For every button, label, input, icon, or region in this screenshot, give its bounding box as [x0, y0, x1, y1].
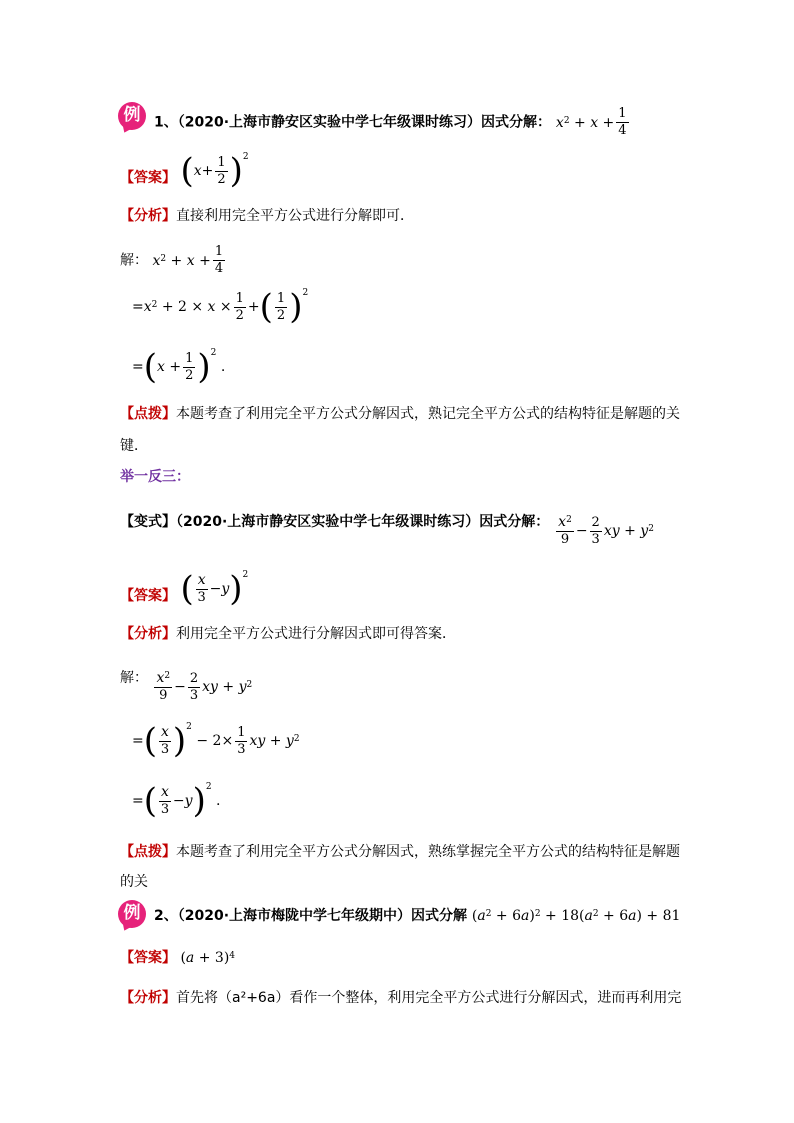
- tip-text: 本题考查了利用完全平方公式分解因式，熟记完全平方公式的结构特征是解题的关: [176, 406, 680, 422]
- example-2-expression: ( a 2 + 6 a ) 2 + 18( a 2 + 6 a ) + 81: [471, 908, 681, 924]
- variant-analysis: [120, 624, 456, 644]
- variant-solution-step-1: 解： $\frac{x^2}{9}$ − $\frac{2}{3}$ xy + y 2: [120, 670, 253, 703]
- example-1-question: [154, 106, 631, 139]
- variant-label: 【变式】: [120, 514, 176, 530]
- analysis-text: 利用完全平方公式进行分解因式即可得答案．: [176, 626, 456, 642]
- example-2-answer-expression: ( a + 3) 4: [180, 950, 236, 966]
- analysis-text: 直接利用完全平方公式进行分解即可．: [176, 208, 414, 224]
- solution-label: 解：: [120, 252, 148, 269]
- example-2-analysis: [120, 988, 681, 1008]
- example-2-question: [154, 906, 680, 926]
- answer-label: 【答案】: [120, 588, 176, 604]
- analysis-label: 【分析】: [120, 626, 176, 642]
- example-2-answer: [120, 948, 235, 968]
- tip-text: 本题考查了利用完全平方公式分解因式，熟练掌握完全平方公式的结构特征是解题: [176, 844, 680, 860]
- example-1-answer-expression: ( x + $\frac{1}{2}$ ) 2: [180, 151, 249, 191]
- example-1-tip-line-1: [120, 404, 680, 424]
- variant-answer: [120, 569, 249, 609]
- example-1-solution-step-3: = ( x + $\frac{1}{2}$ ) 2 .: [132, 347, 226, 387]
- example-badge-2: 例: [118, 900, 146, 928]
- variant-tip-line-1: [120, 842, 680, 862]
- answer-label: 【答案】: [120, 950, 176, 966]
- example-1-tip-line-2: 键．: [120, 438, 148, 454]
- example-1-solution-step-2: = x 2 + 2 × x × $\frac{1}{2}$ + ( $\frac{1}{2}$ ) 2: [132, 287, 309, 327]
- example-1-number: 1、: [154, 114, 178, 131]
- example-1-answer: [120, 151, 249, 191]
- variant-source: （2020·上海市静安区实验中学七年级课时练习）因式分解：: [176, 514, 550, 530]
- answer-label: 【答案】: [120, 170, 176, 186]
- example-2-number: 2、: [154, 908, 178, 924]
- variant-answer-expression: ( $\frac{x}{3}$ − y ) 2: [180, 569, 249, 609]
- example-2-source: （2020·上海市梅陇中学七年级期中）因式分解: [177, 908, 468, 924]
- analysis-text: 首先将（a²+6a）看作一个整体，利用完全平方公式进行分解因式，进而再利用完: [176, 990, 682, 1006]
- tip-label: 【点拨】: [120, 844, 176, 860]
- variant-expression: $\frac{x^2}{9}$ − $\frac{2}{3}$ xy + y 2: [558, 514, 654, 547]
- tip-label: 【点拨】: [120, 406, 176, 422]
- variant-question: [120, 512, 654, 548]
- variant-solution-step-2: = ( $\frac{x}{3}$ ) 2 − 2× $\frac{1}{3}$ xy + y 2: [132, 721, 300, 761]
- example-1-source: （2020·上海市静安区实验中学七年级课时练习）因式分解：: [177, 114, 552, 131]
- analysis-label: 【分析】: [120, 208, 176, 224]
- variant-tip-line-2: 的关: [120, 874, 148, 890]
- example-1-solution-step-1: 解： x 2 + x + $\frac{1}{4}$: [120, 244, 224, 276]
- practice-heading: 举一反三：: [120, 469, 190, 485]
- example-badge-1: 例: [118, 102, 146, 130]
- example-1-expression: x 2 + x + $\frac{1}{4}$: [555, 106, 627, 138]
- solution-label: 解：: [120, 670, 148, 686]
- example-1-analysis: [120, 206, 414, 226]
- analysis-label: 【分析】: [120, 990, 176, 1006]
- variant-solution-step-3: = ( $\frac{x}{3}$ − y ) 2 .: [132, 781, 221, 821]
